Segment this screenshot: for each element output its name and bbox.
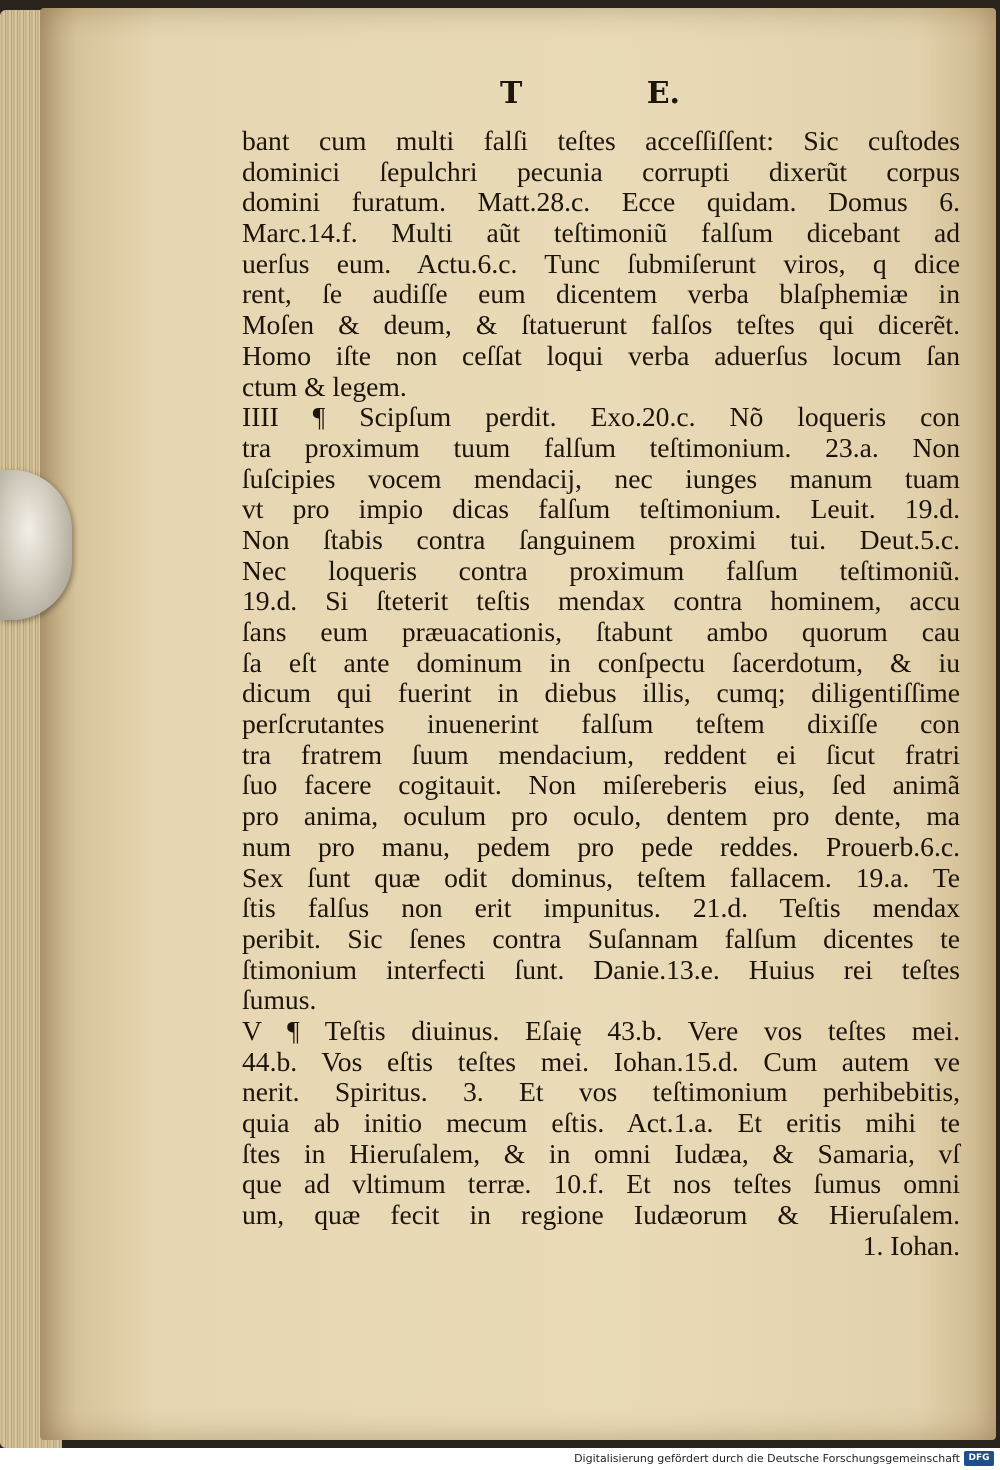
text-line: perſcrutantes inuenerint falſum teſtem dixiſſe con (242, 708, 960, 740)
header-right-letter: E. (646, 76, 680, 111)
text-line: vt pro impio dicas falſum teſtimonium. Leuit. 19.d. (242, 493, 960, 525)
text-line: 1. Iohan. (862, 1229, 960, 1261)
text-line: IIII ¶ Scipſum perdit. Exo.20.c. Nõ loqueris con (242, 401, 960, 433)
text-line: V ¶ Teſtis diuinus. Eſaię 43.b. Vere vos teſtes mei. (242, 1014, 960, 1046)
text-line: peribit. Sic ſenes contra Suſannam falſum dicentes te (242, 922, 960, 954)
text-line: 19.d. Si ſteterit teſtis mendax contra hominem, accu (242, 585, 960, 617)
text-line: dicum qui fuerint in diebus illis, cumq; diligentiſſime (242, 677, 960, 709)
text-line: rent, ſe audiſſe eum dicentem verba blaſphemiæ in (242, 278, 960, 310)
text-line: quia ab initio mecum eſtis. Act.1.a. Et eritis mihi te (242, 1107, 960, 1138)
text-line: Moſen & deum, & ſtatuerunt falſos teſtes qui dicerẽt. (242, 309, 960, 341)
text-line: ſa eſt ante dominum in conſpectu ſacerdotum, & iu (242, 646, 960, 678)
text-line: bant cum multi falſi teſtes acceſſiſſent: Sic cuſtodes (242, 125, 960, 156)
page-header (500, 76, 680, 116)
text-line: dominici ſepulchri pecunia corrupti dixerũt corpus (242, 155, 960, 187)
text-line: ſtimonium interfecti ſunt. Danie.13.e. Huius rei teſtes (242, 953, 960, 985)
text-line: nerit. Spiritus. 3. Et vos teſtimonium perhibebitis, (242, 1076, 960, 1108)
text-line: ctum & legem. (242, 370, 407, 402)
text-line: domini furatum. Matt.28.c. Ecce quidam. Domus 6. (242, 186, 960, 218)
text-line: que ad vltimum terræ. 10.f. Et nos teſtes ſumus omni (242, 1168, 960, 1200)
text-line: ſuſcipies vocem mendacij, nec iunges manum tuam (242, 462, 960, 494)
text-line: ſtes in Hieruſalem, & in omni Iudæa, & Samaria, vſ (242, 1137, 960, 1169)
text-line: Marc.14.f. Multi aũt teſtimoniũ falſum dicebant ad (242, 217, 960, 249)
text-line: num pro manu, pedem pro pede reddes. Prouerb.6.c. (242, 830, 960, 862)
text-line: ſuo facere cogitauit. Non miſereberis eius, ſed animã (242, 769, 960, 801)
text-line: tra fratrem ſuum mendacium, reddent ei ſicut fratri (242, 738, 960, 770)
digitization-footer (0, 1448, 1000, 1470)
header-left-letter: T (500, 76, 523, 111)
text-line: Non ſtabis contra ſanguinem proximi tui. Deut.5.c. (242, 523, 960, 555)
text-line: pro anima, oculum pro oculo, dentem pro dente, ma (242, 800, 960, 832)
text-line: um, quæ fecit in regione Iudæorum & Hieruſalem. (242, 1199, 960, 1231)
text-line: Homo iſte non ceſſat loqui verba aduerſus locum ſan (242, 339, 960, 371)
page-body-text (242, 126, 960, 1261)
dfg-logo: DFG (964, 1451, 994, 1466)
text-line: Nec loqueris contra proximum falſum teſtimoniũ. (242, 554, 960, 586)
text-line: ſans eum præuacationis, ſtabunt ambo quorum cau (242, 616, 960, 647)
text-line: uerſus eum. Actu.6.c. Tunc ſubmiſerunt viros, q dice (242, 247, 960, 279)
text-line: ſtis falſus non erit impunitus. 21.d. Teſtis mendax (242, 892, 960, 924)
text-line: Sex ſunt quæ odit dominus, teſtem fallacem. 19.a. Te (242, 861, 960, 893)
text-line: ſumus. (242, 984, 317, 1016)
text-line: 44.b. Vos eſtis teſtes mei. Iohan.15.d. Cum autem ve (242, 1045, 960, 1077)
text-line: tra proximum tuum falſum teſtimonium. 23.a. Non (242, 431, 960, 463)
footer-credit-text: Digitalisierung gefördert durch die Deutsche Forschungsgemeinschaft (574, 1452, 960, 1465)
